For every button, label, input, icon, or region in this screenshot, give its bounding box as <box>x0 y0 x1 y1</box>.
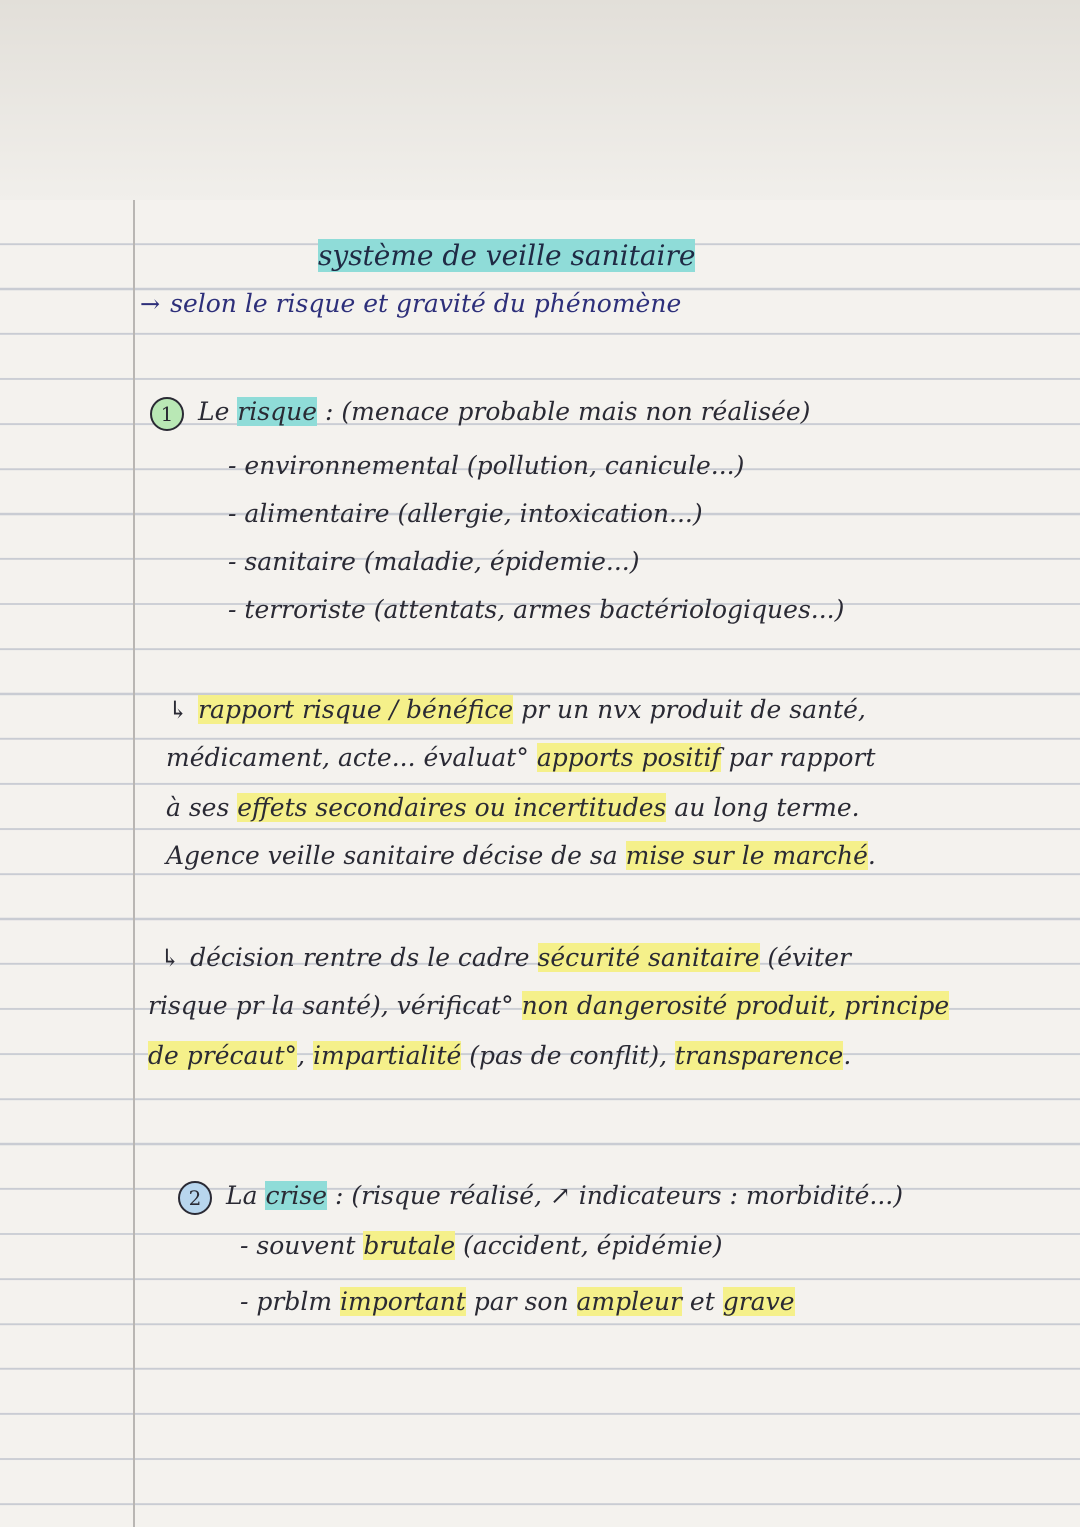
block2-line-1 <box>160 938 851 978</box>
section1-item: - environnemental (pollution, canicule...) <box>228 451 745 480</box>
section1-definition: : (menace probable mais non réalisée) <box>325 397 811 426</box>
section2-keyword: crise <box>265 1181 328 1210</box>
section1-label: Le <box>198 397 230 426</box>
section2-item-1 <box>240 1226 722 1266</box>
subtitle-text: selon le risque et gravité du phénomène <box>170 289 682 318</box>
section2-text: et <box>681 1287 723 1316</box>
section1-item: - alimentaire (allergie, intoxication...) <box>228 499 703 528</box>
block1-line-2 <box>166 738 875 778</box>
margin-line <box>133 200 135 1527</box>
block2-highlight: de précaut° <box>148 1041 298 1070</box>
block2-text: décision rentre ds le cadre <box>190 943 538 972</box>
section2-text: - prblm <box>240 1287 340 1316</box>
block1-highlight: effets secondaires ou incertitudes <box>237 793 667 822</box>
block2-line-2 <box>148 986 949 1026</box>
page-title <box>318 236 695 276</box>
section1-item: - sanitaire (maladie, épidemie...) <box>228 547 640 576</box>
block2-highlight: transparence <box>674 1041 844 1070</box>
block1-text: pr un nvx produit de santé, <box>513 695 866 724</box>
block2-text: (pas de conflit), <box>461 1041 675 1070</box>
block1-arrow-icon: ↳ <box>168 696 189 724</box>
block2-highlight: non dangerosité produit, principe <box>521 991 950 1020</box>
block1-highlight: mise sur le marché <box>625 841 868 870</box>
section1-keyword: risque <box>237 397 318 426</box>
block1-line-1 <box>168 690 866 730</box>
block1-text: Agence veille sanitaire décise de sa <box>166 841 626 870</box>
block1-highlight: rapport risque / bénéfice <box>198 695 514 724</box>
block2-text: . <box>843 1041 852 1070</box>
block2-text: risque pr la santé), vérificat° <box>148 991 522 1020</box>
block1-text: au long terme. <box>666 793 860 822</box>
section2-heading <box>178 1176 903 1216</box>
section2-number-icon: 2 <box>178 1181 212 1215</box>
title-text: système de veille sanitaire <box>318 239 696 272</box>
block1-line-4 <box>166 836 876 876</box>
section2-label: La <box>226 1181 258 1210</box>
page-top-shadow <box>0 0 1080 200</box>
section1-heading <box>150 392 810 432</box>
section2-definition: : (risque réalisé, ↗ indicateurs : morbidité...) <box>335 1181 903 1210</box>
section1-number-icon: 1 <box>150 397 184 431</box>
block2-text: (éviter <box>759 943 851 972</box>
section2-highlight: ampleur <box>576 1287 682 1316</box>
block1-highlight: apports positif <box>536 743 721 772</box>
section2-highlight: brutale <box>363 1231 456 1260</box>
block2-text: , <box>297 1041 313 1070</box>
block1-text: à ses <box>166 793 238 822</box>
block2-highlight: impartialité <box>312 1041 462 1070</box>
section1-item: - terroriste (attentats, armes bactériologiques...) <box>228 595 845 624</box>
block1-text: par rapport <box>720 743 876 772</box>
block2-line-3 <box>148 1036 851 1076</box>
section2-text: par son <box>465 1287 577 1316</box>
block1-text: médicament, acte... évaluat° <box>166 743 537 772</box>
block1-text: . <box>867 841 876 870</box>
block2-arrow-icon: ↳ <box>160 944 181 972</box>
subtitle-arrow-icon: → <box>140 290 161 318</box>
subtitle <box>140 284 681 324</box>
block1-line-3 <box>166 788 860 828</box>
block2-highlight: sécurité sanitaire <box>537 943 760 972</box>
section2-text: (accident, épidémie) <box>455 1231 723 1260</box>
section2-highlight: grave <box>722 1287 795 1316</box>
section2-text: - souvent <box>240 1231 364 1260</box>
section2-item-2 <box>240 1282 795 1322</box>
section2-highlight: important <box>340 1287 466 1316</box>
